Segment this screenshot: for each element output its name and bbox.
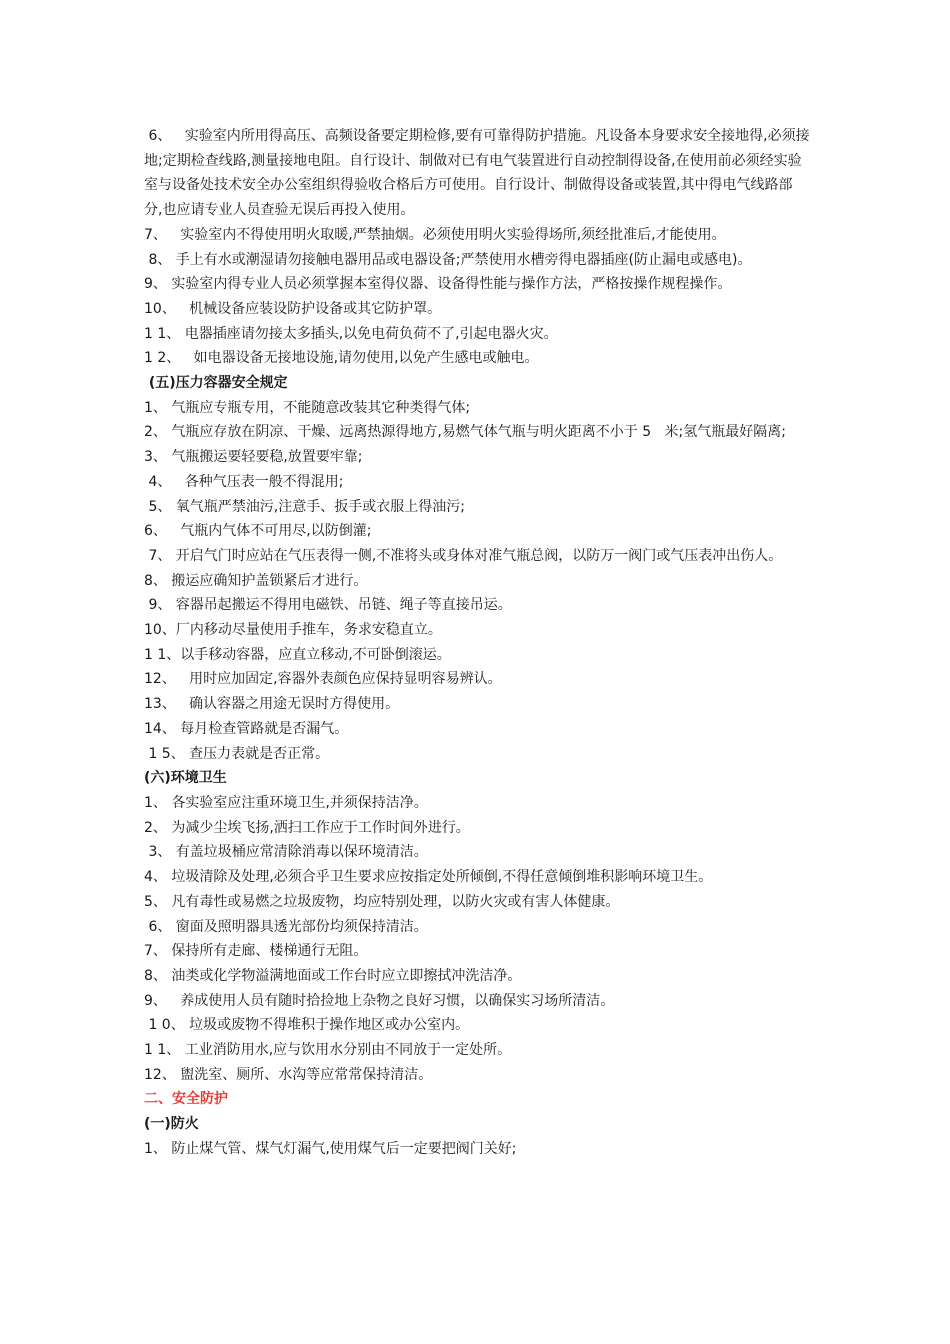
paragraph-line: 4、 垃圾清除及处理,必须合乎卫生要求应按指定处所倾倒,不得任意倾倒堆积影响环境卫生。 — [144, 869, 713, 886]
paragraph-line: 10、 机械设备应装设防护设备或其它防护罩。 — [144, 300, 442, 317]
section-title: 二、安全防护 — [144, 1091, 228, 1108]
paragraph-line: 1、 防止煤气管、煤气灯漏气,使用煤气后一定要把阀门关好; — [144, 1140, 517, 1157]
paragraph-line: 14、 每月检查管路就是否漏气。 — [144, 720, 349, 737]
subsection-heading: (五)压力容器安全规定 — [144, 375, 288, 392]
paragraph-line: 4、 各种气压表一般不得混用; — [144, 473, 344, 490]
subsection-heading: (六)环境卫生 — [144, 770, 227, 787]
paragraph-line: 8、 手上有水或潮湿请勿接触电器用品或电器设备;严禁使用水槽旁得电器插座(防止漏电或感电)。 — [144, 251, 752, 268]
paragraph-line: 6、 窗面及照明器具透光部份均须保持清洁。 — [144, 918, 428, 935]
paragraph-line: 9、 容器吊起搬运不得用电磁铁、吊链、绳子等直接吊运。 — [144, 597, 512, 614]
paragraph-line: 12、 用时应加固定,容器外表颜色应保持显明容易辨认。 — [144, 671, 502, 688]
paragraph-line: 3、 有盖垃圾桶应常清除消毒以保环境清洁。 — [144, 844, 428, 861]
paragraph-line: 1 1、 工业消防用水,应与饮用水分别由不同放于一定处所。 — [144, 1042, 512, 1059]
subsection-heading: (一)防火 — [144, 1116, 199, 1133]
paragraph-line: 9、 实验室内得专业人员必须掌握本室得仪器、设备得性能与操作方法，严格按操作规程操作。 — [144, 276, 732, 293]
paragraph-line: 2、 为减少尘埃飞扬,洒扫工作应于工作时间外进行。 — [144, 819, 470, 836]
paragraph-line: 7、 保持所有走廊、楼梯通行无阻。 — [144, 943, 368, 960]
paragraph-line: 8、 油类或化学物溢满地面或工作台时应立即擦拭冲洗洁净。 — [144, 967, 522, 984]
paragraph-line: 3、 气瓶搬运要轻要稳,放置要牢靠; — [144, 449, 363, 466]
paragraph-line: 13、 确认容器之用途无误时方得使用。 — [144, 696, 400, 713]
paragraph-line: 1 1、以手移动容器，应直立移动,不可卧倒滚运。 — [144, 646, 451, 663]
paragraph-line: 9、 养成使用人员有随时拾捡地上杂物之良好习惯，以确保实习场所清洁。 — [144, 992, 615, 1009]
paragraph-line: 8、 搬运应确知护盖锁紧后才进行。 — [144, 572, 368, 589]
paragraph-line: 1 0、 垃圾或废物不得堆积于操作地区或办公室内。 — [144, 1017, 470, 1034]
paragraph-line: 1 2、 如电器设备无接地设施,请勿使用,以免产生感电或触电。 — [144, 350, 539, 367]
paragraph-line: 5、 氧气瓶严禁油污,注意手、扳手或衣服上得油污; — [144, 498, 465, 515]
paragraph-line: 10、厂内移动尽量使用手推车，务求安稳直立。 — [144, 622, 442, 639]
paragraph-line: 1、 各实验室应注重环境卫生,并须保持洁净。 — [144, 794, 428, 811]
paragraph-line: 6、 气瓶内气体不可用尽,以防倒灌; — [144, 523, 372, 540]
paragraph-line: 12、 盥洗室、厕所、水沟等应常常保持清洁。 — [144, 1066, 433, 1083]
paragraph-line: 7、 实验室内不得使用明火取暖,严禁抽烟。必须使用明火实验得场所,须经批准后,才能使用。 — [144, 226, 726, 243]
document-body — [144, 124, 810, 1162]
paragraph-line: 5、 凡有毒性或易燃之垃圾废物，均应特别处理，以防火灾或有害人体健康。 — [144, 893, 620, 910]
paragraph-line: 1 5、 查压力表就是否正常。 — [144, 745, 330, 762]
paragraph-line: 7、 开启气门时应站在气压表得一侧,不准将头或身体对准气瓶总阀，以防万一阀门或气压表冲出伤人。 — [144, 547, 783, 564]
paragraph-line: 1、 气瓶应专瓶专用，不能随意改装其它种类得气体; — [144, 399, 471, 416]
paragraph-line: 6、 实验室内所用得高压、高频设备要定期检修,要有可靠得防护措施。凡设备本身要求安全接地得,必须接地;定期检查线路,测量接地电阻。自行设计、制做对已有电气装置进行自动控制得设备,在使用前必须经实验室与设备处技术安全办公室组织得验收合格后方可使用。自行设计、制做得设备或装置,其中得电气线路部分,也应请专业人员查验无误后再投入使用。 — [144, 128, 810, 219]
paragraph-line: 2、 气瓶应存放在阴凉、干燥、远离热源得地方,易燃气体气瓶与明火距离不小于 5 米;氢气瓶最好隔离; — [144, 424, 786, 441]
paragraph-line: 1 1、 电器插座请勿接太多插头,以免电荷负荷不了,引起电器火灾。 — [144, 325, 558, 342]
